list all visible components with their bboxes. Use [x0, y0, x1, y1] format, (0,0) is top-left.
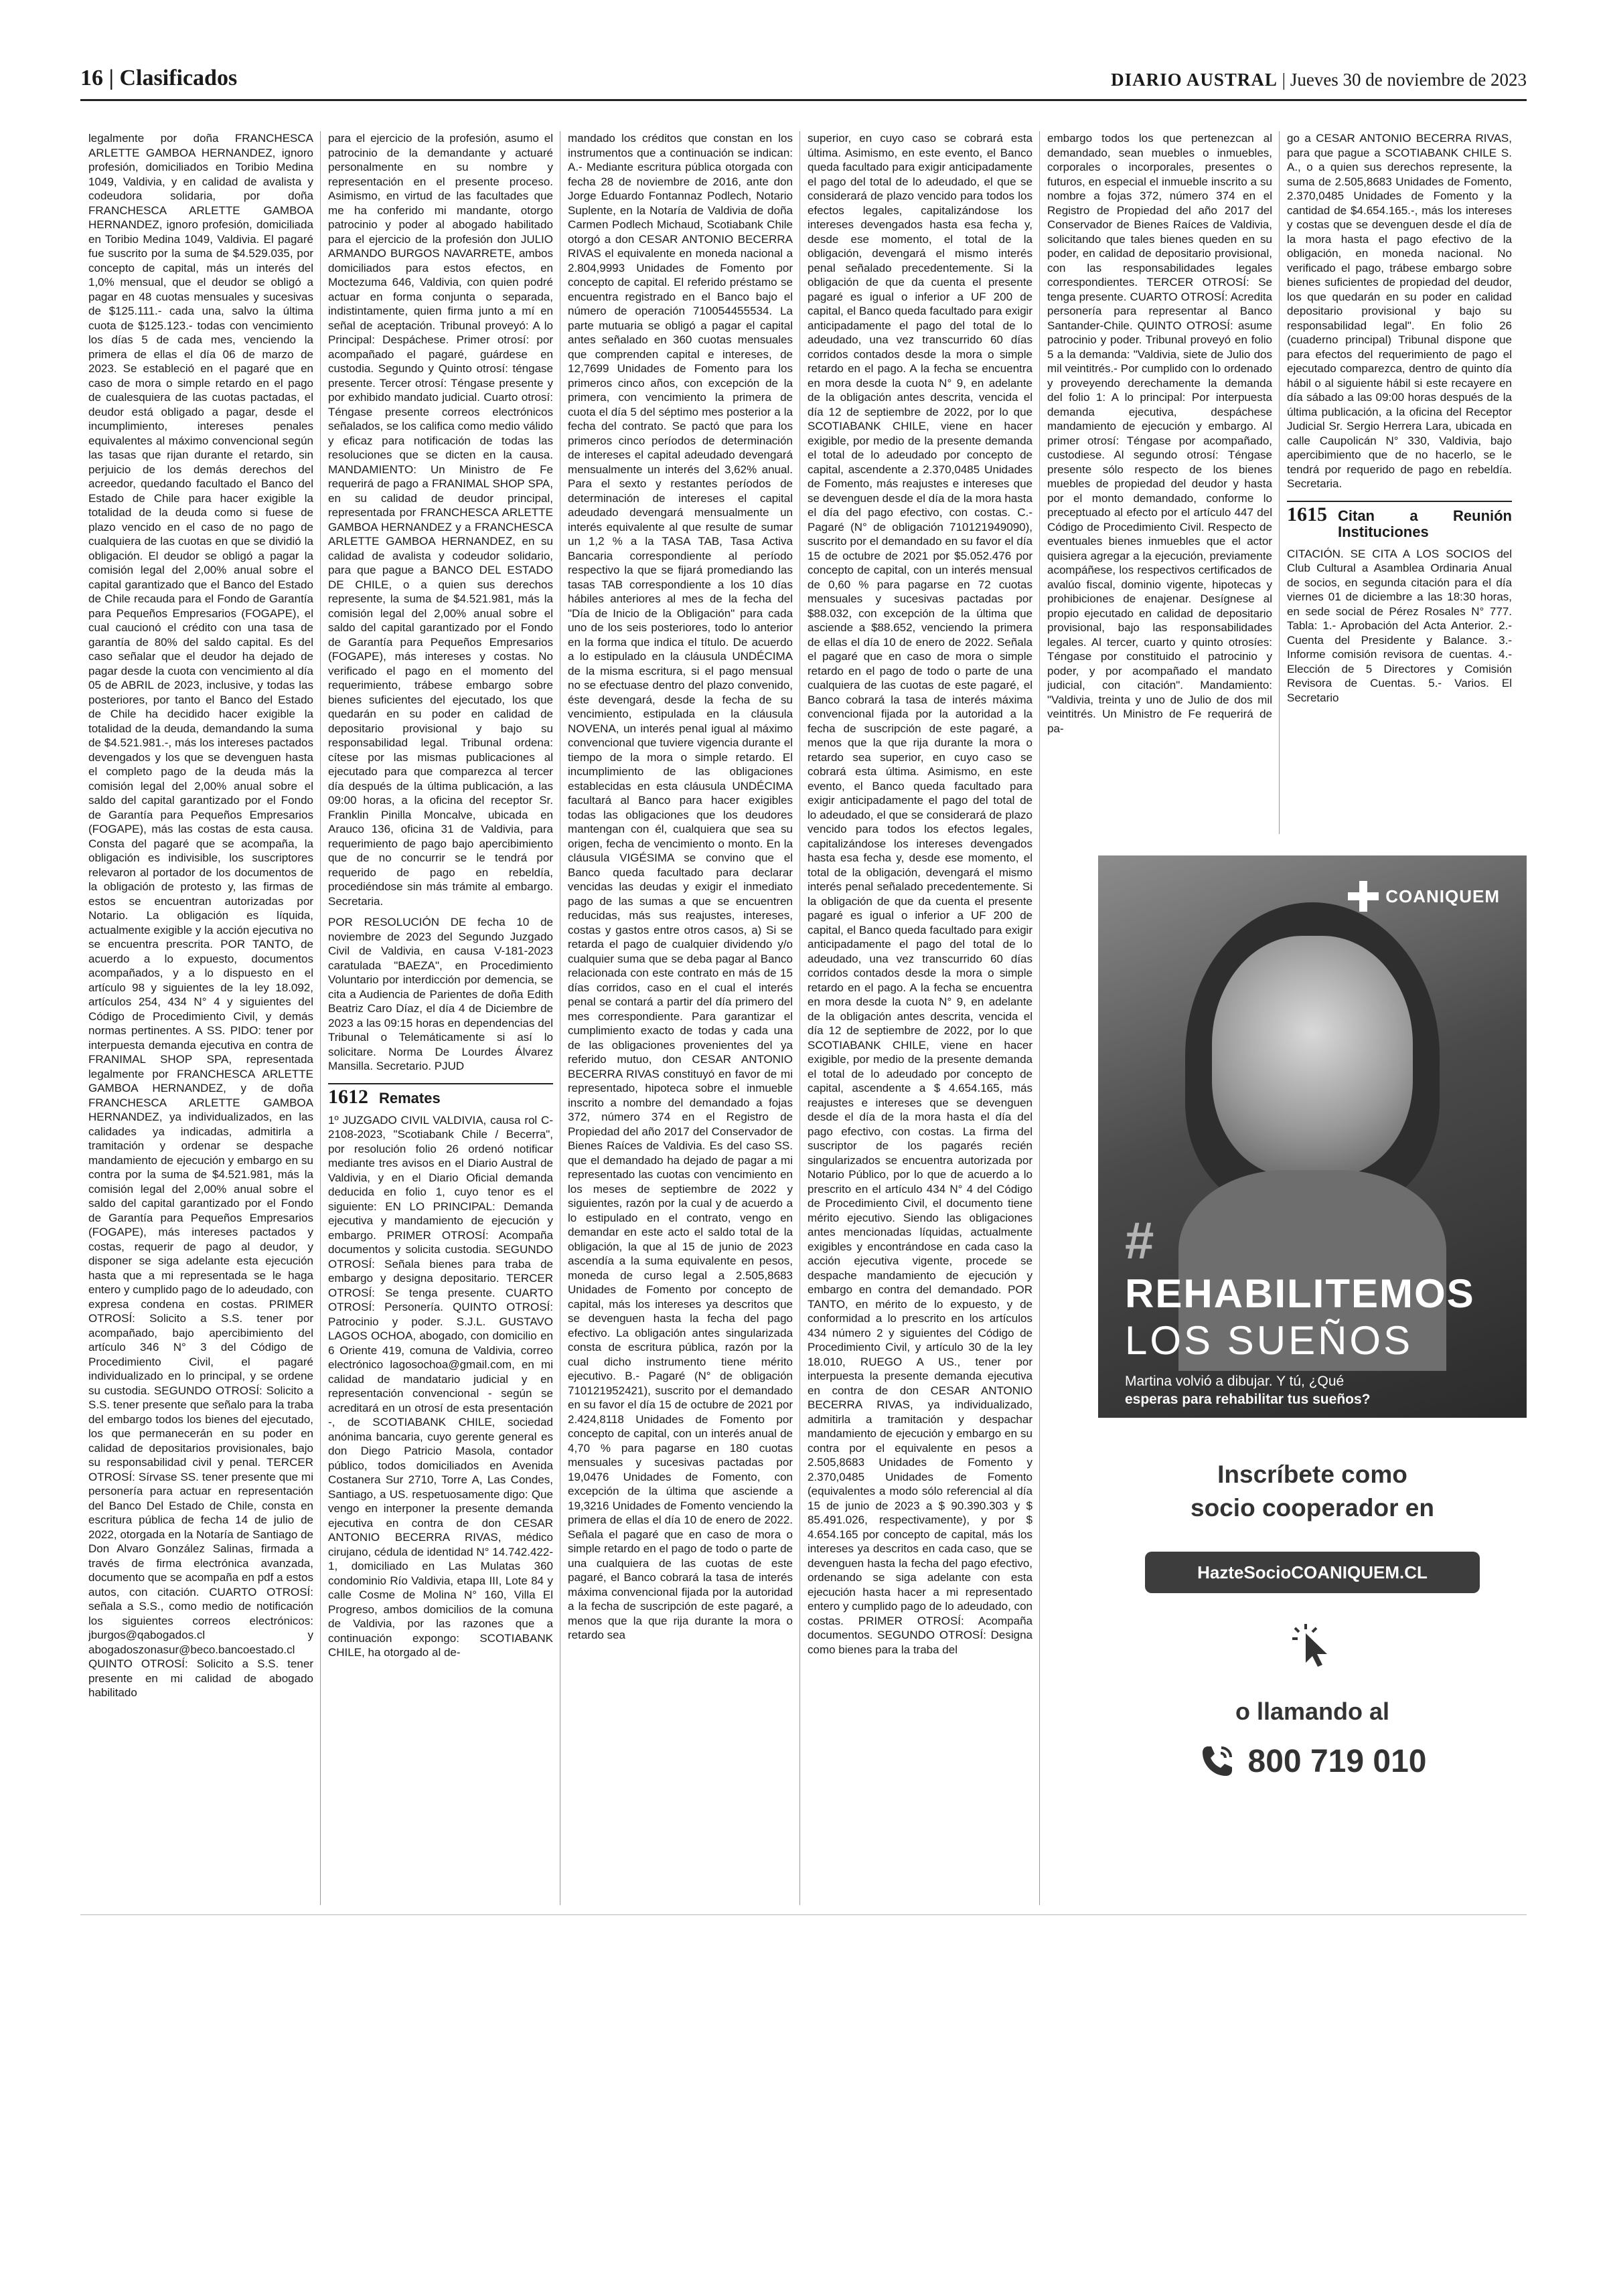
masthead [1111, 70, 1527, 90]
column-1 [88, 131, 313, 1905]
cta-line-2: socio cooperador en [1191, 1494, 1434, 1522]
legal-notice-text: embargo todos los que pertenezcan al demandado, sean muebles o inmuebles, corporales o incorporales, presentes o futuros, en especial el inmueble inscrito a su nombre a fojas 372, número 374 en el Registro de Propiedad del año 2017 del Conservador de Bienes Raíces de Valdivia, solicitando que tales bienes queden en su poder, en calidad de depositario provisional, con las responsabilidades legales correspondientes. TERCER OTROSÍ: Se tenga presente. CUARTO OTROSÍ: Acredita personería para representar al Banco Santander-Chile. QUINTO OTROSÍ: asume patrocinio y poder. Tribunal proveyó en folio 5 a la demanda: "Valdivia, siete de Julio dos mil veintitrés.- Por cumplido con lo ordenado y proveyendo derechamente la demanda del folio 1: A lo principal: Por interpuesta demanda ejecutiva, despáchese mandamiento de ejecución y embargo. Al primer otrosí: Téngase por acompañado, custodiese. Al segundo otrosí: Téngase presente sólo respecto de los bienes muebles de propiedad del deudor y hasta por el monto demandado, conforme lo preceptuado al efecto por el artículo 447 del Código de Procedimiento Civil. Respecto de eventuales bienes inmuebles que el actor quisiera agregar a la ejecución, previamente acompáñese, los respectivos certificados de avalúo fiscal, dominio vigente, hipotecas y prohibiciones de enajenar. Desígnese al propio ejecutado en calidad de depositario provisional, bajo las responsabilidades legales. Al tercer, cuarto y quinto otrosíes: Téngase por constituido el patrocinio y poder, y por acompañado el mandato judicial, con citación". Mandamiento: "Valdivia, treinta y uno de Julio de dos mil veintitrés. Un Ministro de Fe requerirá de pa- [1047, 132, 1272, 735]
column-6 [1287, 131, 1512, 834]
column-4 [808, 131, 1032, 1905]
cta-line-1: Inscríbete como [1217, 1461, 1407, 1488]
column-divider [1279, 131, 1280, 834]
page-header [80, 66, 1527, 101]
ad-subtext-line-2: esperas para rehabilitar tus sueños? [1125, 1392, 1371, 1407]
phone-icon [1199, 1742, 1236, 1780]
coaniquem-advertisement [1098, 855, 1527, 1900]
legal-notice-text: legalmente por doña FRANCHESCA ARLETTE GAMBOA HERNANDEZ, ignoro profesión, domiciliados en Toribio Medina 1049, Valdivia, y en calidad de avalista y codeudora solidaria, por doña FRANCHESCA ARLETTE GAMBOA HERNANDEZ, ignoro profesión, domiciliada en Toribio Medina 1049, Valdivia. El pagaré fue suscrito por la suma de $4.529.035, por concepto de capital, más un interés del 1,0% mensual, que el deudor se obligó a pagar en 48 cuotas mensuales y sucesivas de $125.111.- cada una, salvo la última cuota de $125.123.- todas con vencimiento los días 5 de cada mes, venciendo la primera de ellas el día 06 de marzo de 2023. Se estableció en el pagaré que en caso de mora o simple retardo en el pago de cualesquiera de las cuotas pactadas, el deudor está obligado a pagar, desde el incumplimiento, intereses penales equivalentes al máximo convencional según las tasas que rijan durante el retardo, sin perjuicio de los demás derechos del acreedor, quedando facultado el Banco del Estado de Chile para hacer exigible la totalidad de la deuda como si fuese de plazo vencido en el caso de no pago de cualquiera de las cuotas en que se dividió la obligación. El deudor se obligó a pagar la comisión legal del 2,00% anual sobre el capital garantizado que el Banco del Estado de Chile recauda para el Fondo de Garantía para Pequeños Empresarios (FOGAPE), el cual caucionó el crédito con una tasa de garantía de 80% del saldo capital. Es del caso señalar que el deudor ha dejado de pagar desde la cuota con vencimiento al día 05 de ABRIL de 2023, inclusive, y todas las posteriores, por tanto el Banco del Estado de Chile ha decidido hacer exigible la totalidad de la deuda, demandando la suma de $4.521.981.-, más los intereses pactados devengados y los que se devenguen hasta el completo pago de la deuda más la comisión legal del 2,00% anual sobre el saldo del capital garantizado por el Fondo de Garantía para Pequeños Empresarios (FOGAPE), más las costas de esta causa. Consta del pagaré que se acompaña, la obligación es indivisible, los suscriptores relevaron al portador de los documentos de la obligación de protesto y, las firmas de estos se encuentran autorizadas por Notario. La obligación es líquida, actualmente exigible y la acción ejecutiva no se encuentra prescrita. POR TANTO, de acuerdo a lo expuesto, documentos acompañados, y a lo dispuesto en el artículo 98 y siguientes de la ley 18.092, artículos 254, 434 N° 4 y siguientes del Código de Procedimiento Civil, y demás normas pertinentes. A SS. PIDO: tener por interpuesta demanda ejecutiva en contra de FRANIMAL SHOP SPA, representada legalmente por FRANCHESCA ARLETTE GAMBOA HERNANDEZ, y de doña FRANCHESCA ARLETTE GAMBOA HERNANDEZ, ya individualizados, en las calidades ya indicadas, admitirla a tramitación y ordenar se despache mandamiento de ejecución y embargo en su contra por la suma de $4.521.981, más la comisión legal del 2,00% anual sobre el saldo del capital garantizado por el Fondo de Garantía para Pequeños Empresarios (FOGAPE), más intereses pactados y costas, requerir de pago al deudor, y disponer se siga adelante esta ejecución hasta que a mi representada se le haga entero y cumplido pago de lo adeudado, con expresa condena en costas. PRIMER OTROSÍ: Solicito a S.S. tener por acompañado, bajo apercibimiento del artículo 346 N° 3 del Código de Procedimiento Civil, el pagaré individualizado en lo principal, y se ordene su custodia. SEGUNDO OTROSÍ: Solicito a S.S. tener presente que señalo para la traba del embargo todos los bienes del ejecutado, los que permanecerán en su poder en calidad de depositarios provisionales, bajo su responsabilidad civil y penal. TERCER OTROSÍ: Sírvase SS. tener presente que mi personería para actuar en representación del Banco Del Estado de Chile, consta en escritura pública de fecha 14 de julio de 2022, otorgada en la Notaría de Santiago de Don Alvaro González Salinas, firmada a través de firma electrónica avanzada, documento que se acompaña en pdf a estos autos, con citación. CUARTO OTROSÍ: señala a S.S., como medio de notificación los siguientes correos electrónicos: jburgos@qabogados.cl y abogadoszonasur@beco.bancoestado.cl QUINTO OTROSÍ: Solicito a S.S. tener presente en mi calidad de abogado habilitado [88, 132, 313, 1699]
ad-headline-2: LOS SUEÑOS [1125, 1318, 1413, 1363]
legal-notice-text: mandado los créditos que constan en los instrumentos que a continuación se indican: A.- Mediante escritura pública otorgada con fecha 28 de noviembre de 2016, ante don Jorge Eduardo Fontannaz Podlech, Notario Suplente, en la Notaría de Valdivia de doña Carmen Podlech Michaud, Scotiabank Chile otorgó a don CESAR ANTONIO BECERRA RIVAS el equivalente en moneda nacional a 2.804,9993 Unidades de Fomento por concepto de capital. El referido préstamo se encuentra registrado en el Banco bajo el número de operación 710054455534. La parte mutuaria se obligó a pagar el capital antes señalado en 360 cuotas mensuales que comprenden capital e intereses, de 12,7699 Unidades de Fomento para los primeros cinco años, con excepción de la primera, con vencimiento la primera de cuota el día 5 del séptimo mes posterior a la fecha del contrato. Se pactó que para los primeros cinco períodos de determinación de intereses el capital adeudado devengará mensualmente un interés del 3,62% anual. Para el sexto y restantes períodos de determinación de intereses el capital adeudado devengará mensualmente un interés equivalente al que resulte de sumar un 1,2 % a la TASA TAB, Tasa Activa Bancaria correspondiente al período respectivo la que se fijará promediando las tasas TAB correspondiente a los 10 días hábiles anteriores al mes de la fecha del "Día de Inicio de la Obligación" para cada uno de los seis posteriores, todo lo anterior en la forma que indica el título. De acuerdo a lo estipulado en la cláusula UNDÉCIMA de la misma escritura, si el pago mensual no se efectuase dentro del plazo convenido, éste devengará, desde la fecha de su vencimiento, estipulada en la cláusula NOVENA, un interés penal igual al máximo convencional que tuviere vigencia durante el tiempo de la mora o simple retardo. El incumplimiento de las obligaciones establecidas en esta cláusula UNDÉCIMA facultará al Banco para hacer exigibles todas las obligaciones que los deudores mantengan con él, cualquiera que sea su origen, fecha de vencimiento o monto. En la cláusula VIGÉSIMA se convino que el Banco queda facultado para declarar vencidas las deudas y exigir el inmediato pago de las sumas a que se encuentren reducidas, más sus reajustes, intereses, costas y gastos entre otros casos, a) Si se retarda el pago de cualquier dividendo y/o cualquier suma que se deba pagar al Banco relacionada con este contrato en más de 15 días corridos, caso en el cual el interés penal se contará a partir del día primero del mes correspondiente. Para garantizar el cumplimiento exacto de todas y cada una de las obligaciones provenientes del ya referido mutuo, don CESAR ANTONIO BECERRA RIVAS constituyó en favor de mi representado, hipoteca sobre el inmueble inscrito a nombre del demandado a fojas 372, número 374 en el Registro de Propiedad del año 2017 del Conservador de Bienes Raíces de Valdivia. Es del caso SS. que el demandado ha dejado de pagar a mi representado las cuotas con vencimiento en los meses de septiembre de 2022 y siguientes, razón por la cual y de acuerdo a lo estipulado en el contrato, vengo en demandar en este acto el saldo total de la obligación, la que al 15 de junio de 2023 ascendía a la suma equivalente en pesos, moneda de curso legal a 2.505,8683 Unidades de Fomento por concepto de capital, más los intereses ya descritos que se devenguen hasta la fecha del pago efectivo. La obligación antes singularizada consta de escritura pública, razón por la cual dicho instrumento tiene mérito ejecutivo. B.- Pagaré (N° de obligación 710121952421), suscrito por el demandado en su favor el día 15 de octubre de 2021 por 2.424,8118 Unidades de Fomento por concepto de capital, con un interés anual de 4,70 % para pagarse en 180 cuotas mensuales y sucesivas pactadas por 19,0476 Unidades de Fomento, con excepción de la última que asciende a 19,3216 Unidades de Fomento venciendo la primera de ellas el día 10 de enero de 2022. Señala el pagaré que en caso de mora o simple retardo en el pago de todo o parte de una cualquiera de las cuotas de este pagaré, el Banco cobrará la tasa de interés máxima convencional fijada por la autoridad a la fecha de suscripción de este pagaré, a menos que la que rija durante la mora o retardo sea [568, 132, 793, 1641]
legal-notice-text: 1º JUZGADO CIVIL VALDIVIA, causa rol C-2108-2023, "Scotiabank Chile / Becerra", por resolución folio 26 ordenó notificar mediante tres avisos en el Diario Austral de Valdivia, y en el Diario Oficial demanda deducida en folio 1, cuyo tenor es el siguiente: EN LO PRINCIPAL: Demanda ejecutiva y mandamiento de ejecución y embargo. PRIMER OTROSÍ: Acompaña documentos y solicita custodia. SEGUNDO OTROSÍ: Señala bienes para traba de embargo y designa depositario. TERCER OTROSÍ: Se tenga presente. CUARTO OTROSÍ: Personería. QUINTO OTROSÍ: Patrocinio y poder. S.J.L. GUSTAVO LAGOS OCHOA, abogado, con domicilio en 6 Oriente 419, comuna de Valdivia, correo electrónico lagosochoa@gmail.com, en mi calidad de mandatario judicial y en representación convencional - según se acreditará en un otrosí de esta presentación -, de SCOTIABANK CHILE, sociedad anónima bancaria, cuyo gerente general es don Diego Patricio Masola, contador público, todos domiciliados en Avenida Costanera Sur 2710, Torre A, Las Condes, Santiago, a US. respetuosamente digo: Que vengo en interponer la presente demanda ejecutiva en contra de don CESAR ANTONIO BECERRA RIVAS, médico cirujano, cédula de identidad N° 14.742.422-1, domiciliado en Las Mulatas 360 condominio Río Valdivia, etapa III, Lote 84 y calle Cosme de Molina N° 160, Villa El Progreso, ambos domicilios de la comuna de Valdivia, por las razones que a continuación expongo: SCOTIABANK CHILE, ha otorgado al de- [328, 1113, 553, 1659]
ad-url-box[interactable]: HazteSocioCOANIQUEM.CL [1145, 1552, 1480, 1593]
column-divider [1039, 131, 1040, 1905]
section-remates [328, 1083, 553, 1106]
photo-face-shape [1212, 936, 1413, 1177]
column-divider [799, 131, 800, 1905]
masthead-separator: | [1282, 70, 1290, 90]
ad-headline-1: REHABILITEMOS [1125, 1271, 1475, 1316]
legal-notice-text: superior, en cuyo caso se cobrará esta última. Asimismo, en este evento, el Banco queda facultado para exigir anticipadamente el pago del total de lo adeudado, el que se considerará de plazo vencido para todos los efectos legales, capitalizándose los intereses devengados hasta esa fecha y, desde ese momento, el total de la obligación, devengará el mismo interés penal señalado precedentemente. Si la obligación de que da cuenta el presente pagaré es igual o inferior a UF 200 de capital, el Banco queda facultado para exigir anticipadamente el pago del total de lo adeudado, una vez transcurrido 60 días corridos contados desde la mora o simple retardo en el pago. A la fecha se encuentra en mora desde la cuota N° 9, en adelante de la obligación antes descrita, vencida el día 12 de septiembre de 2022, por lo que SCOTIABANK CHILE, viene en hacer exigible, por medio de la presente demanda el total de lo adeudado por concepto de capital, ascendente a 2.370,0485 Unidades de Fomento, más reajustes e intereses que se devenguen desde el día de la mora hasta el día del pago efectivo, con costas. C.- Pagaré (N° de obligación 710121949090), suscrito por el demandado en su favor el día 15 de octubre de 2021 por $5.052.476 por concepto de capital, con un interés mensual de 0,60 % para pagarse en 72 cuotas mensuales y sucesivas pactadas por $88.032, con excepción de la última que asciende a $88.652, venciendo la primera de ellas el día 10 de enero de 2022. Señala el pagaré que en caso de mora o simple retardo en el pago de todo o parte de una cualquiera de las cuotas de este pagaré, el Banco cobrará la tasa de interés máxima convencional fijada por la autoridad a la fecha de suscripción de este pagaré, a menos que la que rija durante la mora o retardo sea superior, en cuyo caso se cobrará esta última. Asimismo, en este evento, el Banco queda facultado para exigir anticipadamente el pago del total de lo adeudado, el que se considerará de plazo vencido para todos los efectos legales, capitalizándose los intereses devengados hasta esa fecha y, desde ese momento, el total de la obligación, devengará el mismo interés penal señalado precedentemente. Si la obligación de que da cuenta el presente pagaré es igual o inferior a UF 200 de capital, el Banco queda facultado para exigir anticipadamente el pago del total de lo adeudado, una vez transcurrido 60 días corridos contados desde la mora o simple retardo en el pago. A la fecha se encuentra en mora desde la cuota N° 9, en adelante de la obligación antes descrita, vencida el día 12 de septiembre de 2022, por lo que SCOTIABANK CHILE, viene en hacer exigible, por medio de la presente demanda el total de lo adeudado por concepto de capital, ascendente a $ 4.654.165, más reajustes e intereses que se devenguen desde el día de la mora hasta el día del pago efectivo, con costas. La firma del suscriptor de los pagarés recién singularizados se encuentra autorizada por Notario Público, por lo que de acuerdo a lo prescrito en el artículo 434 N° 4 del Código de Procedimiento Civil, el documento tiene mérito ejecutivo. Siendo las obligaciones antes mencionadas líquidas, actualmente exigibles y encontrándose en cada caso la acción ejecutiva vigente, procede se despache mandamiento de ejecución y embargo en contra del demandado. POR TANTO, en mérito de lo expuesto, y de conformidad a lo prescrito en los artículos 434 número 2 y siguientes del Código de Procedimiento Civil, y artículo 30 de la ley 18.010, RUEGO A US., tener por interpuesta la presente demanda ejecutiva en contra de don CESAR ANTONIO BECERRA RIVAS, ya individualizado, admitirla a tramitación y despachar mandamiento de ejecución y embargo en su contra por el equivalente en pesos a 2.505,8683 Unidades de Fomento y 2.370,0485 Unidades de Fomento (equivalentes a modo sólo referencial al día 15 de junio de 2023 a $ 90.390.303 y $ 85.491.026, respectivamente), y por $ 4.654.165 por concepto de capital, más los intereses ya descritos en cada caso, que se devenguen hasta la fecha del pago efectivo, ordenando se siga adelante con esta ejecución hasta hacer a mi representado entero y cumplido pago de lo adeudado, con costas. PRIMER OTROSÍ: Acompaña documentos. SEGUNDO OTROSÍ: Designa como bienes para la traba del [808, 132, 1032, 1656]
ad-photo [1098, 855, 1527, 1418]
issue-date: Jueves 30 de noviembre de 2023 [1290, 70, 1527, 90]
section-heading [80, 66, 237, 91]
ad-phone [1145, 1742, 1480, 1780]
ad-subtext [1125, 1372, 1370, 1408]
section-title: Clasificados [119, 66, 238, 90]
legal-notice-text: POR RESOLUCIÓN DE fecha 10 de noviembre de 2023 del Segundo Juzgado Civil de Valdivia, en causa V-181-2023 caratulada "BAEZA", en Procedimiento Voluntario por interdicción por demencia, se cita a Audiencia de Parientes de doña Edith Beatriz Caro Díaz, el día 4 de Diciembre de 2023 a las 09:15 horas en dependencias del Tribunal o Telemáticamente si así lo solicitare. Norma De Lourdes Álvarez Mansilla. Secretario. PJUD [328, 916, 553, 1072]
column-5 [1047, 131, 1272, 834]
section-title: Remates [379, 1089, 441, 1106]
cross-icon [1348, 881, 1379, 912]
section-number: 1615 [1287, 503, 1327, 525]
column-divider [320, 131, 321, 1905]
legal-notice-text: para el ejercicio de la profesión, asumo el patrocinio de la demandante y actuaré personalmente en su nombre y representación en el presente proceso. Asimismo, en virtud de las facultades que me ha conferido mi mandante, otorgo patrocinio y poder al abogado habilitado para el ejercicio de la profesión don JULIO ARMANDO BURGOS NAVARRETE, ambos domiciliados para estos efectos, en Moctezuma 646, Valdivia, con quien podré actuar en forma conjunta o separada, indistintamente, quien firma junto a mí en señal de aceptación. Tribunal proveyó: A lo Principal: Despáchese. Primer otrosí: por acompañado el pagaré, guárdese en custodia. Segundo y Quinto otrosí: téngase presente. Tercer otrosí: Téngase presente y por exhibido mandato judicial. Cuarto otrosí: Téngase presente correos electrónicos señalados, se los califica como medio válido y eficaz para notificación de todas las resoluciones que se dicten en la causa. MANDAMIENTO: Un Ministro de Fe requerirá de pago a FRANIMAL SHOP SPA, en su calidad de deudor principal, representada por FRANCHESCA ARLETTE GAMBOA HERNANDEZ y a FRANCHESCA ARLETTE GAMBOA HERNANDEZ, en su calidad de avalista y codeudor solidario, para que pague a BANCO DEL ESTADO DE CHILE, o a quien sus derechos represente, la suma de $4.521.981, más la comisión legal del 2,00% anual sobre el saldo del capital garantizado por el Fondo de Garantía para Pequeños Empresarios (FOGAPE), más intereses y costas. No verificado el pago en el momento del requerimiento, trábese embargo sobre bienes suficientes del ejecutado, los que quedarán en su poder en calidad de depositario provisional y bajo su responsabilidad legal. Tribunal ordena: cítese por las mismas publicaciones al ejecutado para que comparezca al tercer día después de la última publicación, a las 09:00 horas, a la oficina del receptor Sr. Franklin Pinilla Moncalve, ubicada en Arauco 136, oficina 31 de Valdivia, para requerimiento de pago bajo apercibimiento que de no concurrir se le tendrá por requerido de pago en rebeldía, procediéndose sin más trámite al embargo. Secretaria. [328, 132, 553, 908]
ad-call-to-action [1098, 1458, 1527, 1525]
click-cursor-icon [1286, 1619, 1339, 1672]
section-title: Citan a Reunión Instituciones [1338, 507, 1512, 540]
newspaper-name: DIARIO AUSTRAL [1111, 70, 1278, 90]
ad-call-text: o llamando al [1235, 1698, 1390, 1725]
coaniquem-logo [1348, 881, 1500, 912]
phone-number[interactable]: 800 719 010 [1247, 1743, 1427, 1779]
ad-subtext-line-1: Martina volvió a dibujar. Y tú, ¿Qué [1125, 1374, 1345, 1389]
legal-notice-text: CITACIÓN. SE CITA A LOS SOCIOS del Club Cultural a Asamblea Ordinaria Anual de socios, en segunda citación para el día viernes 01 de diciembre a las 18:30 horas, en sede social de Pérez Rosales N° 777. Tabla: 1.- Aprobación del Acta Anterior. 2.- Cuenta del Presidente y Balance. 3.- Informe comisión revisora de cuentas. 4.- Elección de 5 Directores y Comisión Revisora de Cuentas. 5.- Varios. El Secretario [1287, 547, 1512, 704]
legal-notice-text: go a CESAR ANTONIO BECERRA RIVAS, para que pague a SCOTIABANK CHILE S. A., o a quien sus derechos represente, la suma de 2.505,8683 Unidades de Fomento, 2.370,0485 Unidades de Fomento y la cantidad de $4.654.165.-, más los intereses y costas que se devenguen desde el día de la mora hasta el pago efectivo de la obligación, en moneda nacional. No verificado el pago, trábese embargo sobre bienes suficientes de propiedad del deudor, los que quedarán en su poder en calidad depositario provisional y bajo su responsabilidad legal". En folio 26 (cuaderno principal) Tribunal dispone que para efectos del requerimiento de pago el ejecutado comparezca, dentro de quinto día hábil o al siguiente hábil si este recayere en día sábado a las 09:00 horas después de la última publicación, a la oficina del Receptor Judicial Sr. Sergio Herrera Lara, ubicada en calle Caupolicán N° 330, Valdivia, bajo apercibimiento que de no hacerlo, se le tendrá por requerido de pago en rebeldía. Secretaria. [1287, 132, 1512, 490]
column-2 [328, 131, 553, 1905]
section-number: 1612 [328, 1085, 368, 1108]
section-citan [1287, 501, 1512, 540]
brand-name: COANIQUEM [1385, 886, 1500, 906]
page-number: 16 [80, 66, 103, 90]
hashtag-symbol: # [1125, 1211, 1154, 1270]
bottom-divider [80, 1914, 1527, 1915]
column-3 [568, 131, 793, 1905]
heading-separator: | [108, 66, 120, 90]
